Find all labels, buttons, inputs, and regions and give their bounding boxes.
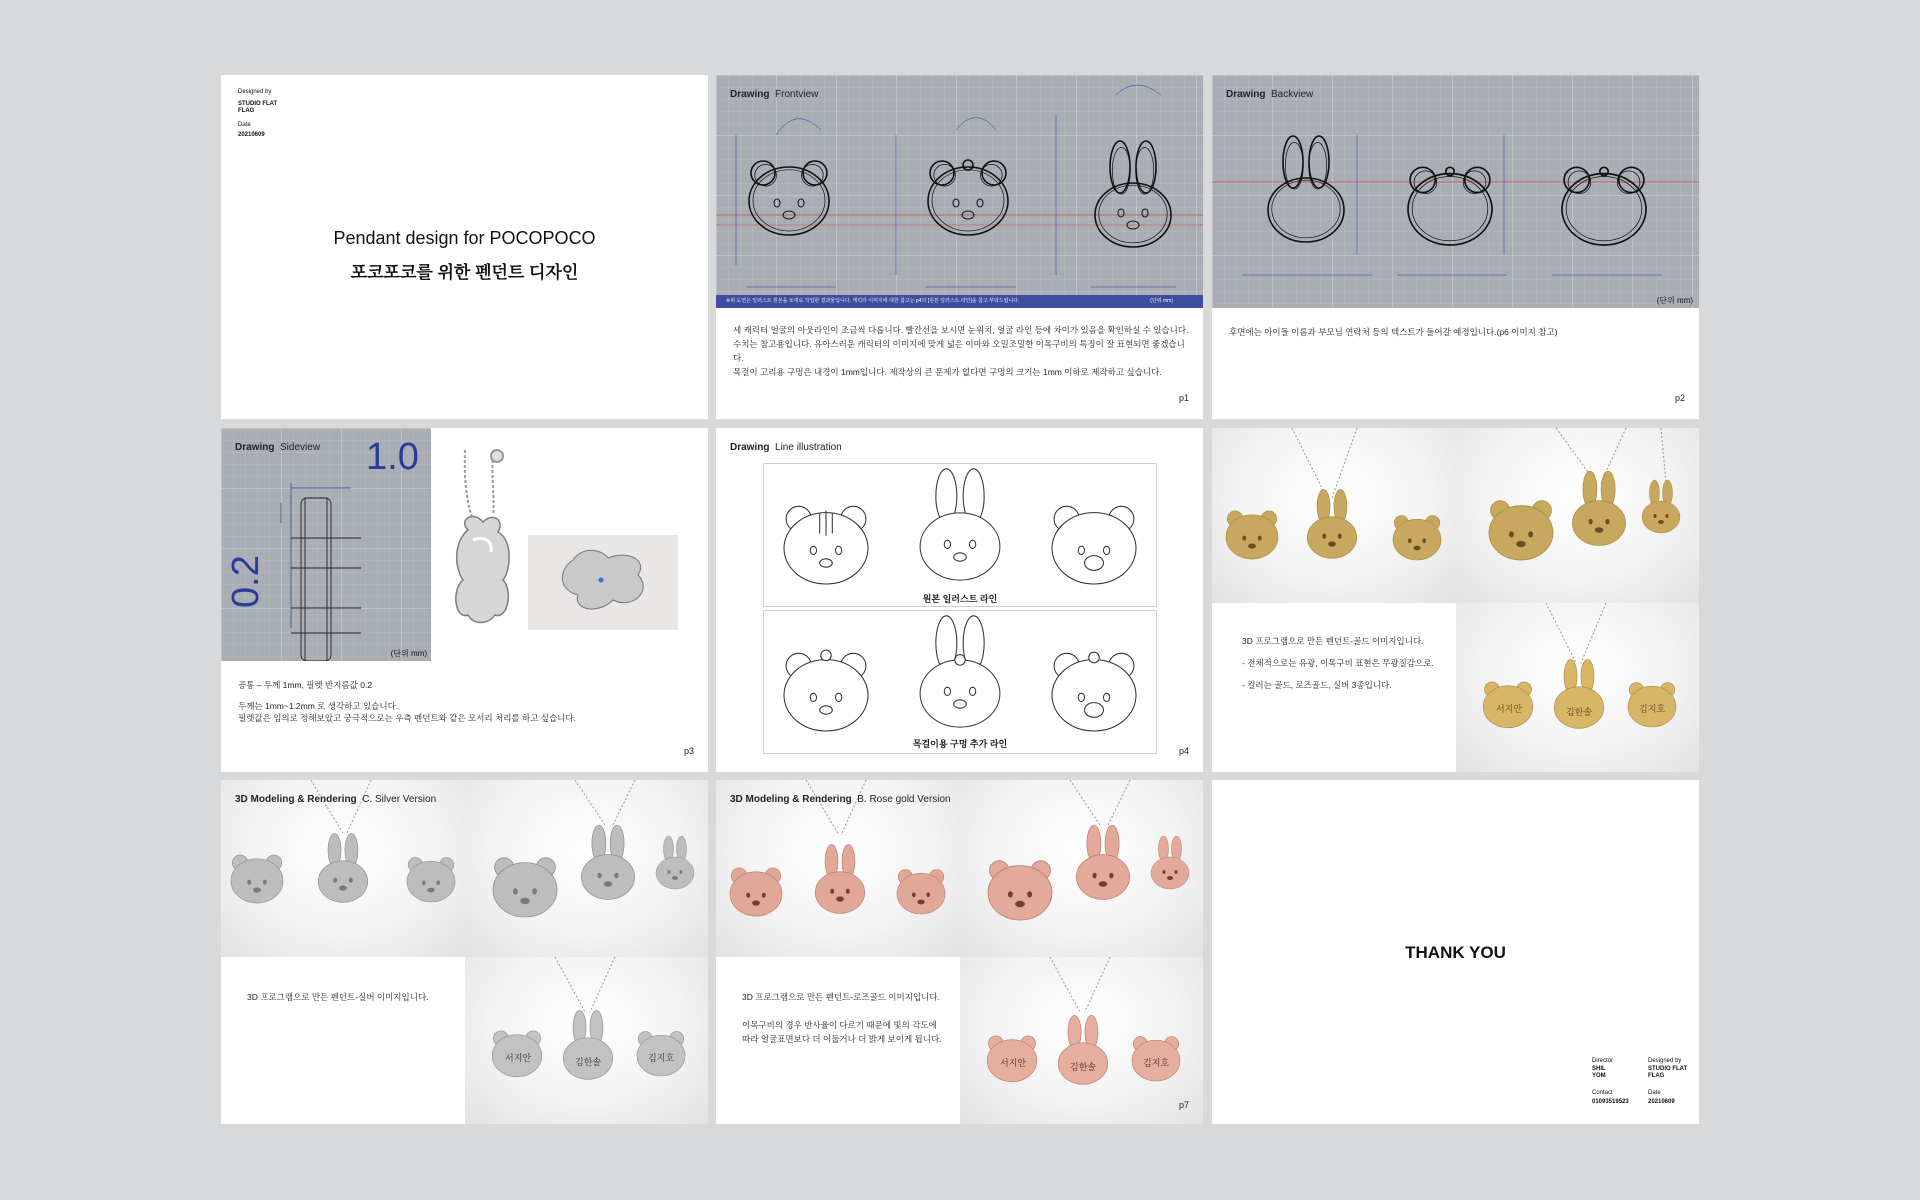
original-line-svg xyxy=(764,464,1156,589)
rose-render-front xyxy=(716,780,960,957)
line-illustration-label: Drawing xyxy=(730,442,770,453)
hole-line-svg xyxy=(764,611,1156,736)
gold-render-back xyxy=(1456,603,1699,772)
gold-name-2: 김한솔 xyxy=(1566,707,1593,717)
slide-thank-you xyxy=(1212,780,1699,1124)
rose-front-svg xyxy=(716,780,960,957)
slide-backview xyxy=(1212,75,1699,419)
line-chipmunk-original xyxy=(784,506,868,584)
sideview-drawing xyxy=(221,428,431,661)
slide-sideview xyxy=(221,428,708,772)
gold-text-1: 3D 프로그램으로 만든 펜던트-골드 이미지입니다. xyxy=(1242,636,1424,646)
gold-bear-pendant xyxy=(1226,511,1278,559)
gold-angle-svg xyxy=(1456,428,1699,603)
backview-unit: (단위 mm) xyxy=(1656,296,1693,305)
frontview-note: ※위 도면은 일러스트 원본을 토대로 작업한 결과물입니다. 캐릭터 이미지에 대한 참고는 p4의 [원본 일러스트 라인]을 참고 부탁드립니다. xyxy=(726,298,1020,304)
sideview-label: Drawing xyxy=(235,442,275,453)
frontview-svg xyxy=(716,75,1203,308)
line-bunny-original xyxy=(920,469,1000,580)
gold-front-svg xyxy=(1212,428,1456,603)
page-number-p2: p2 xyxy=(1674,393,1685,403)
hole-line-caption: 목걸이용 구멍 추가 라인 xyxy=(912,739,1008,749)
silver-front-svg xyxy=(221,780,465,957)
slide-rose-gold-version xyxy=(716,780,1203,1124)
sideview-text-1: 공통 – 두께 1mm, 필렛 반지름값 0.2 xyxy=(238,680,373,690)
date-label: Date xyxy=(238,122,251,128)
frontview-sublabel: Frontview xyxy=(775,89,819,100)
silver-bear-pendant-photo xyxy=(456,517,509,623)
silver-render-front xyxy=(221,780,465,957)
dimension-top-value: 1.0 xyxy=(366,436,419,478)
reference-pendant-photos xyxy=(433,440,703,650)
rose-angle-svg xyxy=(960,780,1203,957)
page-number-p1: p1 xyxy=(1178,393,1189,403)
slide-silver-version xyxy=(221,780,708,1124)
front-bunny-outline xyxy=(1095,141,1171,247)
silver-back-svg xyxy=(465,957,708,1124)
silver-bunny-pendant xyxy=(318,833,367,902)
frontview-drawing xyxy=(716,75,1203,308)
closing-designer: STUDIO FLAT FLAG xyxy=(1648,1066,1688,1079)
rose-render-back xyxy=(960,957,1203,1124)
backview-svg xyxy=(1212,75,1699,308)
back-bear-1-outline xyxy=(1408,167,1492,245)
gold-chipmunk-pendant xyxy=(1393,516,1441,560)
designer-name: STUDIO FLAT FLAG xyxy=(238,101,278,114)
frontview-label: Drawing xyxy=(730,89,770,100)
title-english: Pendant design for POCOPOCO xyxy=(333,228,596,248)
rose-bunny-pendant xyxy=(815,844,864,913)
sideview-unit: (단위 mm) xyxy=(390,649,427,658)
slide-title xyxy=(221,75,708,419)
page-number-p4: p4 xyxy=(1178,746,1189,756)
line-chipmunk-hole xyxy=(784,650,868,731)
line-illustration-sublabel: Line illustration xyxy=(775,442,842,453)
silver-name-3: 김지호 xyxy=(648,1053,675,1063)
silver-name-2: 김한솔 xyxy=(575,1057,602,1067)
line-bunny-hole xyxy=(920,616,1000,727)
silver-name-1: 서지안 xyxy=(505,1053,532,1063)
gold-name-3: 김지호 xyxy=(1639,704,1666,714)
rose-bear-pendant xyxy=(730,868,782,916)
silver-text: 3D 프로그램으로 만든 펜던트-실버 이미지입니다. xyxy=(247,992,429,1002)
slide-frontview xyxy=(716,75,1203,419)
front-bear-1-outline xyxy=(749,161,829,235)
silver-chipmunk-pendant xyxy=(407,858,455,902)
frontview-text-1: 세 캐릭터 얼굴의 아웃라인이 조금씩 다릅니다. 빨간선을 보시면 눈위치, 얼굴 라인 등에 차이가 있음을 확인하실 수 있습니다. xyxy=(733,325,1189,335)
page-number-p3: p3 xyxy=(683,746,694,756)
page-number-p7: p7 xyxy=(1178,1100,1189,1110)
sideview-profile xyxy=(291,498,361,661)
silver-render-angle xyxy=(465,780,708,957)
contact-label: Contact xyxy=(1592,1090,1613,1096)
rose-text-1: 3D 프로그램으로 만든 펜던트-로즈골드 이미지입니다. xyxy=(742,992,940,1002)
sideview-text-3: 필렛값은 임의로 정해보았고 궁극적으로는 우측 펜던트와 같은 모서리 처리를 하고 싶습니다. xyxy=(238,713,576,723)
gold-text-block xyxy=(1242,634,1434,692)
slide-line-illustration xyxy=(716,428,1203,772)
gold-render-front xyxy=(1212,428,1456,603)
original-line-box xyxy=(763,463,1157,607)
rose-name-1: 서지안 xyxy=(1000,1058,1027,1068)
slide-gold-version xyxy=(1212,428,1699,772)
closing-designed-by-label: Designed by xyxy=(1648,1058,1682,1064)
gold-text-2: - 전체적으로는 유광, 이목구비 표현은 무광질감으로. xyxy=(1242,658,1434,668)
gold-name-1: 서지안 xyxy=(1496,704,1523,714)
line-bear-hole xyxy=(1052,652,1136,731)
rose-name-2: 김한솔 xyxy=(1070,1062,1097,1072)
thank-you-title: THANK YOU xyxy=(1405,943,1506,962)
rose-text-2: 이목구비의 경우 반사율이 다르기 때문에 빛의 각도에 xyxy=(742,1020,937,1030)
frontview-text-block xyxy=(733,323,1193,379)
closing-date: 20210609 xyxy=(1648,1099,1675,1105)
original-line-caption: 원본 일러스트 라인 xyxy=(922,594,998,604)
silver-bear-pendant xyxy=(231,855,283,903)
silver-dog-tag-photo xyxy=(528,535,678,630)
designed-by-label: Designed by xyxy=(238,89,272,95)
rose-name-3: 김지호 xyxy=(1143,1058,1170,1068)
gold-text-3: - 컬러는 골드, 로즈골드, 실버 3종입니다. xyxy=(1242,680,1392,690)
closing-date-label: Date xyxy=(1648,1090,1661,1096)
rose-sublabel: B. Rose gold Version xyxy=(857,794,951,805)
rose-label: 3D Modeling & Rendering xyxy=(730,794,852,805)
rose-render-angle xyxy=(960,780,1203,957)
backview-label: Drawing xyxy=(1226,89,1266,100)
frontview-unit: (단위 mm) xyxy=(1150,298,1173,304)
back-bunny-outline xyxy=(1268,136,1344,242)
backview-sublabel: Backview xyxy=(1271,89,1314,100)
date-value: 20210609 xyxy=(238,132,265,138)
line-bear-original xyxy=(1052,506,1136,584)
director-label: Director xyxy=(1592,1058,1614,1064)
backview-drawing xyxy=(1212,75,1699,308)
contact-value: 01093519523 xyxy=(1592,1099,1629,1105)
title-korean: 포코포코를 위한 펜던트 디자인 xyxy=(350,263,579,282)
frontview-text-2: 수치는 참고용입니다. 유아스러운 캐릭터의 이미지에 맞게 넓은 이마와 오밀조밀한 이목구비의 특징이 잘 표현되면 좋겠습니다. xyxy=(733,339,1185,363)
gold-render-angle xyxy=(1456,428,1699,603)
backview-text: 후면에는 아이들 이름과 부모님 연락처 등의 텍스트가 들어갈 예정입니다.(p6 이미지 참고) xyxy=(1229,327,1558,337)
dimension-lines xyxy=(736,85,1176,287)
back-bear-2-outline xyxy=(1562,167,1646,245)
sideview-sublabel: Sideview xyxy=(280,442,321,453)
hole-line-box xyxy=(763,610,1157,754)
front-bear-2-outline xyxy=(928,160,1008,235)
rose-text-3: 따라 얼굴표면보다 더 어둡거나 더 밝게 보이게 됩니다. xyxy=(742,1034,942,1044)
silver-label: 3D Modeling & Rendering xyxy=(235,794,357,805)
frontview-text-3: 목걸이 고리용 구멍은 내경이 1mm입니다. 제작상의 큰 문제가 없다면 구멍의 크기는 1mm 이하로 제작하고 싶습니다. xyxy=(733,367,1162,377)
rose-back-svg xyxy=(960,957,1203,1124)
gold-back-svg xyxy=(1456,603,1699,772)
sideview-text-2: 두께는 1mm~1.2mm 로 생각하고 있습니다. xyxy=(238,701,399,711)
rose-chipmunk-pendant xyxy=(897,870,945,914)
silver-sublabel: C. Silver Version xyxy=(362,794,437,805)
dimension-side-value: 0.2 xyxy=(225,555,267,608)
director-name: SHIL YOM xyxy=(1592,1066,1606,1079)
gold-bunny-pendant xyxy=(1307,489,1356,558)
silver-angle-svg xyxy=(465,780,708,957)
silver-render-back xyxy=(465,957,708,1124)
